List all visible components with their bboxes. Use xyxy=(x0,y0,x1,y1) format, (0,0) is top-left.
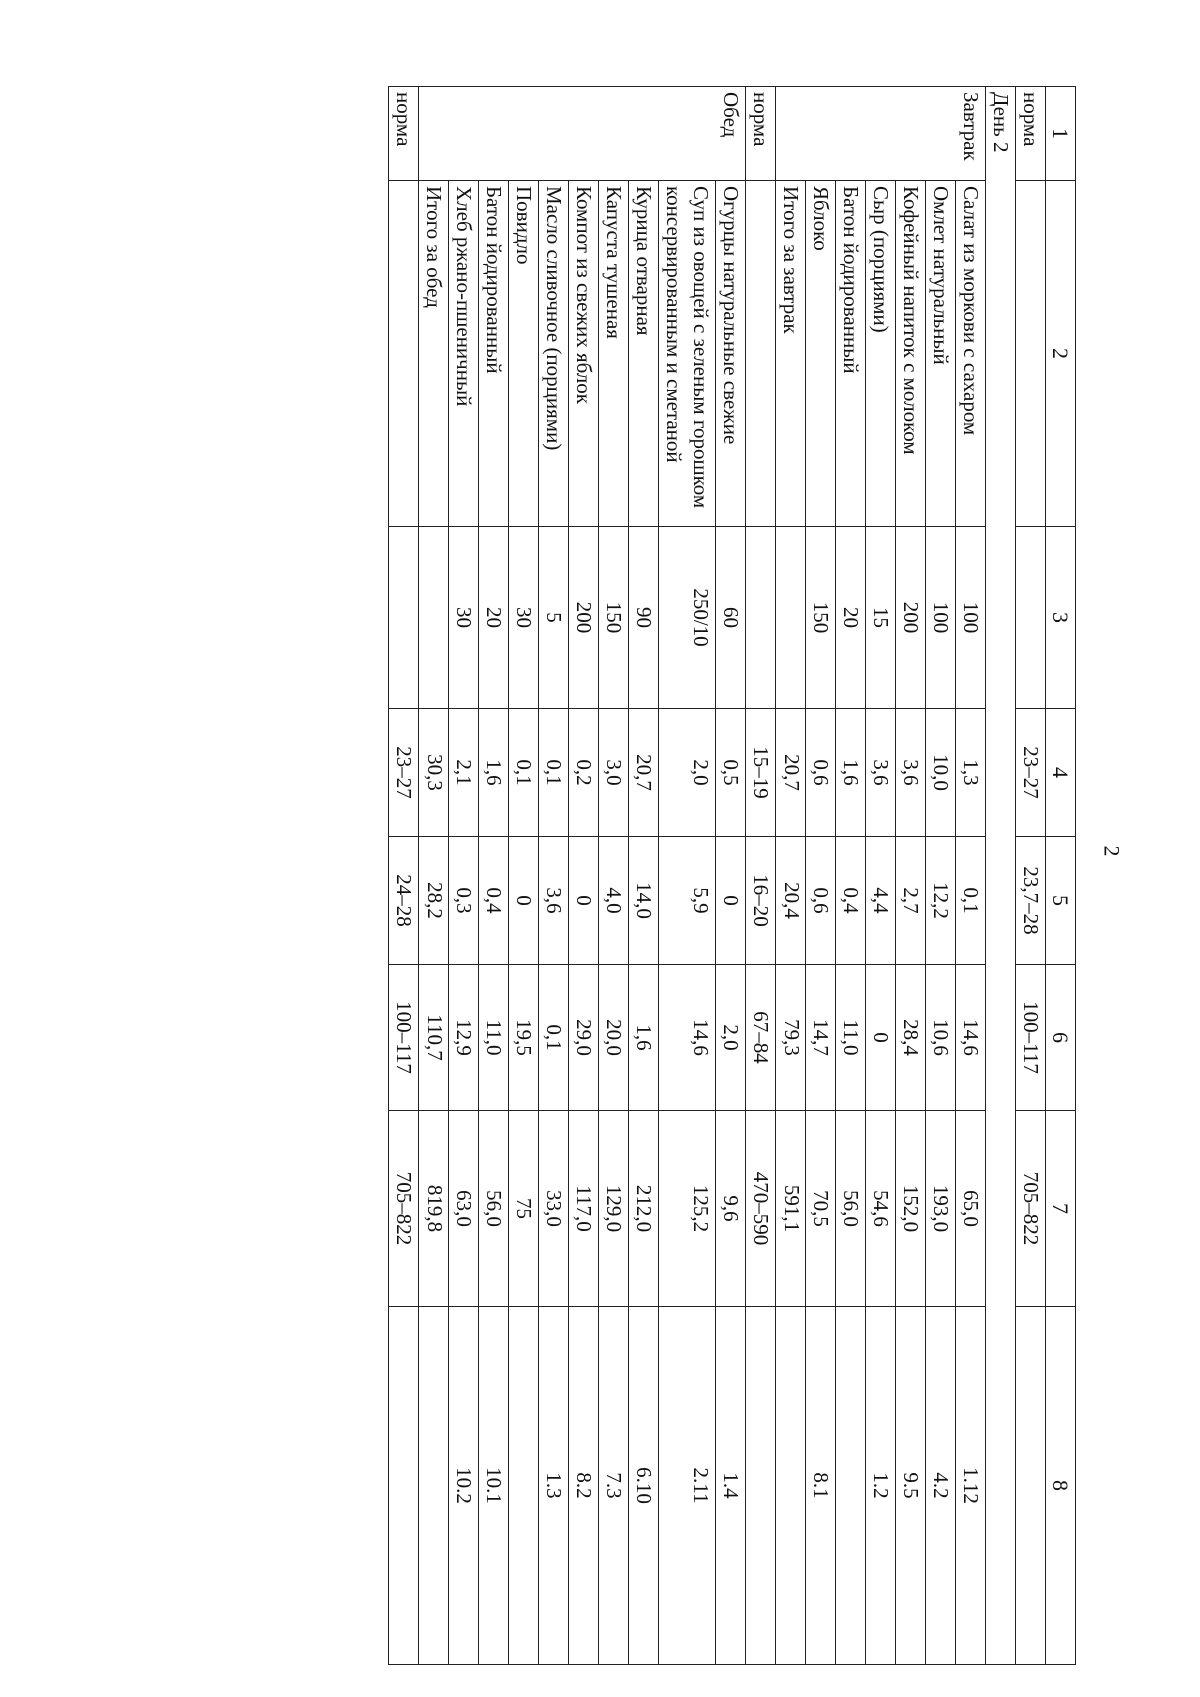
value-c6: 14,6 xyxy=(956,965,986,1111)
empty-cell xyxy=(389,1307,419,1665)
empty-cell xyxy=(389,181,419,527)
value-c3: 90 xyxy=(629,527,659,709)
value-c8: 2.11 xyxy=(659,1307,716,1665)
empty-cell xyxy=(419,527,449,709)
value-c7: 70,5 xyxy=(806,1111,836,1307)
column-number: 2 xyxy=(1046,181,1076,527)
norm-empty-cell xyxy=(1016,527,1046,709)
value-c8 xyxy=(836,1307,866,1665)
dish-row xyxy=(926,87,956,1665)
value-c3: 30 xyxy=(509,527,539,709)
value-c5: 0,4 xyxy=(836,837,866,965)
dish-row xyxy=(449,87,479,1665)
value-c8: 1.2 xyxy=(866,1307,896,1665)
value-c5: 4,4 xyxy=(866,837,896,965)
norm-empty-cell xyxy=(1016,1307,1046,1665)
value-c8: 10.1 xyxy=(479,1307,509,1665)
dish-name: Сыр (порциями) xyxy=(866,181,896,527)
norm-label: норма xyxy=(1016,87,1046,181)
value-c3: 150 xyxy=(806,527,836,709)
dish-row xyxy=(866,87,896,1665)
value-c7: 212,0 xyxy=(629,1111,659,1307)
value-c6: 29,0 xyxy=(569,965,599,1111)
value-c8: 1.3 xyxy=(539,1307,569,1665)
value-c7: 65,0 xyxy=(956,1111,986,1307)
value-c6: 11,0 xyxy=(479,965,509,1111)
value-c5: 3,6 xyxy=(539,837,569,965)
norm-c4: 23–27 xyxy=(389,709,419,837)
value-c5: 0 xyxy=(569,837,599,965)
meal-label: Обед xyxy=(419,87,746,181)
norm-row xyxy=(746,87,776,1665)
value-c4: 1,6 xyxy=(836,709,866,837)
norm-value: 23,7–28 xyxy=(1016,837,1046,965)
norm-value: 100–117 xyxy=(1016,965,1046,1111)
value-c8: 6.10 xyxy=(629,1307,659,1665)
value-c7: 63,0 xyxy=(449,1111,479,1307)
norm-c4: 15–19 xyxy=(746,709,776,837)
norm-c6: 67–84 xyxy=(746,965,776,1111)
total-row xyxy=(776,87,806,1665)
dish-name: Компот из свежих яблок xyxy=(569,181,599,527)
dish-row xyxy=(569,87,599,1665)
value-c8: 10.2 xyxy=(449,1307,479,1665)
norm-label: норма xyxy=(389,87,419,181)
value-c5: 0,3 xyxy=(449,837,479,965)
value-c4: 2,0 xyxy=(659,709,716,837)
value-c5: 0 xyxy=(509,837,539,965)
dish-row xyxy=(629,87,659,1665)
value-c7: 9,6 xyxy=(716,1111,746,1307)
value-c4: 0,2 xyxy=(569,709,599,837)
meal-label: Завтрак xyxy=(776,87,986,181)
value-c7: 75 xyxy=(509,1111,539,1307)
norm-value: 705–822 xyxy=(1016,1111,1046,1307)
dish-row xyxy=(479,87,509,1665)
dish-name: Масло сливочное (порциями) xyxy=(539,181,569,527)
dish-row xyxy=(599,87,629,1665)
value-c7: 193,0 xyxy=(926,1111,956,1307)
value-c5: 14,0 xyxy=(629,837,659,965)
dish-row xyxy=(896,87,926,1665)
norm-c7: 705–822 xyxy=(389,1111,419,1307)
value-c8: 7.3 xyxy=(599,1307,629,1665)
value-c3: 100 xyxy=(956,527,986,709)
dish-row xyxy=(956,87,986,1665)
total-c6: 110,7 xyxy=(419,965,449,1111)
norm-c6: 100–117 xyxy=(389,965,419,1111)
column-number-row xyxy=(1046,87,1076,1665)
value-c4: 0,6 xyxy=(806,709,836,837)
value-c5: 12,2 xyxy=(926,837,956,965)
value-c7: 117,0 xyxy=(569,1111,599,1307)
column-number: 3 xyxy=(1046,527,1076,709)
norm-c5: 24–28 xyxy=(389,837,419,965)
dish-row xyxy=(539,87,569,1665)
value-c3: 5 xyxy=(539,527,569,709)
value-c4: 3,6 xyxy=(896,709,926,837)
value-c5: 0,4 xyxy=(479,837,509,965)
empty-cell xyxy=(419,1307,449,1665)
value-c5: 5,9 xyxy=(659,837,716,965)
column-number: 6 xyxy=(1046,965,1076,1111)
value-c6: 19,5 xyxy=(509,965,539,1111)
dish-name: Салат из моркови с сахаром xyxy=(956,181,986,527)
dish-name: Огурцы натуральные свежие xyxy=(716,181,746,527)
value-c8: 9.5 xyxy=(896,1307,926,1665)
value-c4: 1,3 xyxy=(956,709,986,837)
value-c4: 0,1 xyxy=(509,709,539,837)
dish-row xyxy=(716,87,746,1665)
value-c6: 2,0 xyxy=(716,965,746,1111)
value-c6: 0,1 xyxy=(539,965,569,1111)
day-row xyxy=(986,87,1016,1665)
value-c5: 0 xyxy=(716,837,746,965)
value-c3: 100 xyxy=(926,527,956,709)
value-c6: 1,6 xyxy=(629,965,659,1111)
norm-empty-cell xyxy=(1016,181,1046,527)
total-c7: 819,8 xyxy=(419,1111,449,1307)
empty-cell xyxy=(776,527,806,709)
norm-label: норма xyxy=(746,87,776,181)
value-c5: 4,0 xyxy=(599,837,629,965)
value-c3: 200 xyxy=(569,527,599,709)
dish-row xyxy=(836,87,866,1665)
value-c6: 12,9 xyxy=(449,965,479,1111)
value-c4: 3,6 xyxy=(866,709,896,837)
empty-cell xyxy=(746,527,776,709)
dish-row xyxy=(509,87,539,1665)
value-c6: 0 xyxy=(866,965,896,1111)
column-number: 4 xyxy=(1046,709,1076,837)
page-number: 2 xyxy=(1099,845,1125,857)
value-c4: 0,1 xyxy=(539,709,569,837)
column-number: 1 xyxy=(1046,87,1076,181)
dish-name: Батон йодированный xyxy=(479,181,509,527)
dish-name: Яблоко xyxy=(806,181,836,527)
total-c4: 20,7 xyxy=(776,709,806,837)
value-c6: 14,7 xyxy=(806,965,836,1111)
dish-name: Курица отварная xyxy=(629,181,659,527)
value-c4: 20,7 xyxy=(629,709,659,837)
norm-c5: 16–20 xyxy=(746,837,776,965)
value-c5: 0,1 xyxy=(956,837,986,965)
menu-body xyxy=(389,87,1076,1665)
value-c8: 1.4 xyxy=(716,1307,746,1665)
value-c7: 33,0 xyxy=(539,1111,569,1307)
value-c4: 3,0 xyxy=(599,709,629,837)
dish-name: Капуста тушеная xyxy=(599,181,629,527)
value-c4: 2,1 xyxy=(449,709,479,837)
value-c3: 20 xyxy=(479,527,509,709)
total-label: Итого за завтрак xyxy=(776,181,806,527)
value-c7: 56,0 xyxy=(836,1111,866,1307)
value-c8: 1.12 xyxy=(956,1307,986,1665)
value-c5: 2,7 xyxy=(896,837,926,965)
value-c3: 20 xyxy=(836,527,866,709)
value-c7: 56,0 xyxy=(479,1111,509,1307)
value-c4: 10,0 xyxy=(926,709,956,837)
value-c3: 250/10 xyxy=(659,527,716,709)
total-row xyxy=(419,87,449,1665)
column-number: 5 xyxy=(1046,837,1076,965)
dish-name: Омлет натуральный xyxy=(926,181,956,527)
norm-c7: 470–590 xyxy=(746,1111,776,1307)
norm-row xyxy=(1016,87,1046,1665)
value-c8 xyxy=(509,1307,539,1665)
empty-cell xyxy=(389,527,419,709)
value-c3: 60 xyxy=(716,527,746,709)
value-c8: 8.2 xyxy=(569,1307,599,1665)
value-c7: 54,6 xyxy=(866,1111,896,1307)
value-c3: 200 xyxy=(896,527,926,709)
column-number: 8 xyxy=(1046,1307,1076,1665)
value-c3: 15 xyxy=(866,527,896,709)
value-c8: 8.1 xyxy=(806,1307,836,1665)
value-c3: 150 xyxy=(599,527,629,709)
value-c5: 0,6 xyxy=(806,837,836,965)
value-c4: 1,6 xyxy=(479,709,509,837)
dish-row xyxy=(659,87,716,1665)
total-label: Итого за обед xyxy=(419,181,449,527)
value-c3: 30 xyxy=(449,527,479,709)
value-c7: 152,0 xyxy=(896,1111,926,1307)
day-title: День 2 xyxy=(986,87,1016,1665)
value-c7: 125,2 xyxy=(659,1111,716,1307)
total-c4: 30,3 xyxy=(419,709,449,837)
empty-cell xyxy=(746,181,776,527)
value-c6: 10,6 xyxy=(926,965,956,1111)
total-c7: 591,1 xyxy=(776,1111,806,1307)
norm-row xyxy=(389,87,419,1665)
value-c7: 129,0 xyxy=(599,1111,629,1307)
total-c5: 28,2 xyxy=(419,837,449,965)
value-c8: 4.2 xyxy=(926,1307,956,1665)
value-c4: 0,5 xyxy=(716,709,746,837)
dish-name: Повидло xyxy=(509,181,539,527)
total-c5: 20,4 xyxy=(776,837,806,965)
norm-value: 23–27 xyxy=(1016,709,1046,837)
empty-cell xyxy=(746,1307,776,1665)
value-c6: 14,6 xyxy=(659,965,716,1111)
empty-cell xyxy=(776,1307,806,1665)
menu-table xyxy=(388,86,1076,1665)
value-c6: 11,0 xyxy=(836,965,866,1111)
dish-name: Кофейный напиток с молоком xyxy=(896,181,926,527)
menu-sheet xyxy=(140,86,1076,1664)
value-c6: 20,0 xyxy=(599,965,629,1111)
column-number: 7 xyxy=(1046,1111,1076,1307)
dish-name: Батон йодированный xyxy=(836,181,866,527)
value-c6: 28,4 xyxy=(896,965,926,1111)
dish-name: Хлеб ржано-пшеничный xyxy=(449,181,479,527)
total-c6: 79,3 xyxy=(776,965,806,1111)
dish-row xyxy=(806,87,836,1665)
dish-name: Суп из овощей с зеленым горошком консервированным и сметаной xyxy=(659,181,716,527)
